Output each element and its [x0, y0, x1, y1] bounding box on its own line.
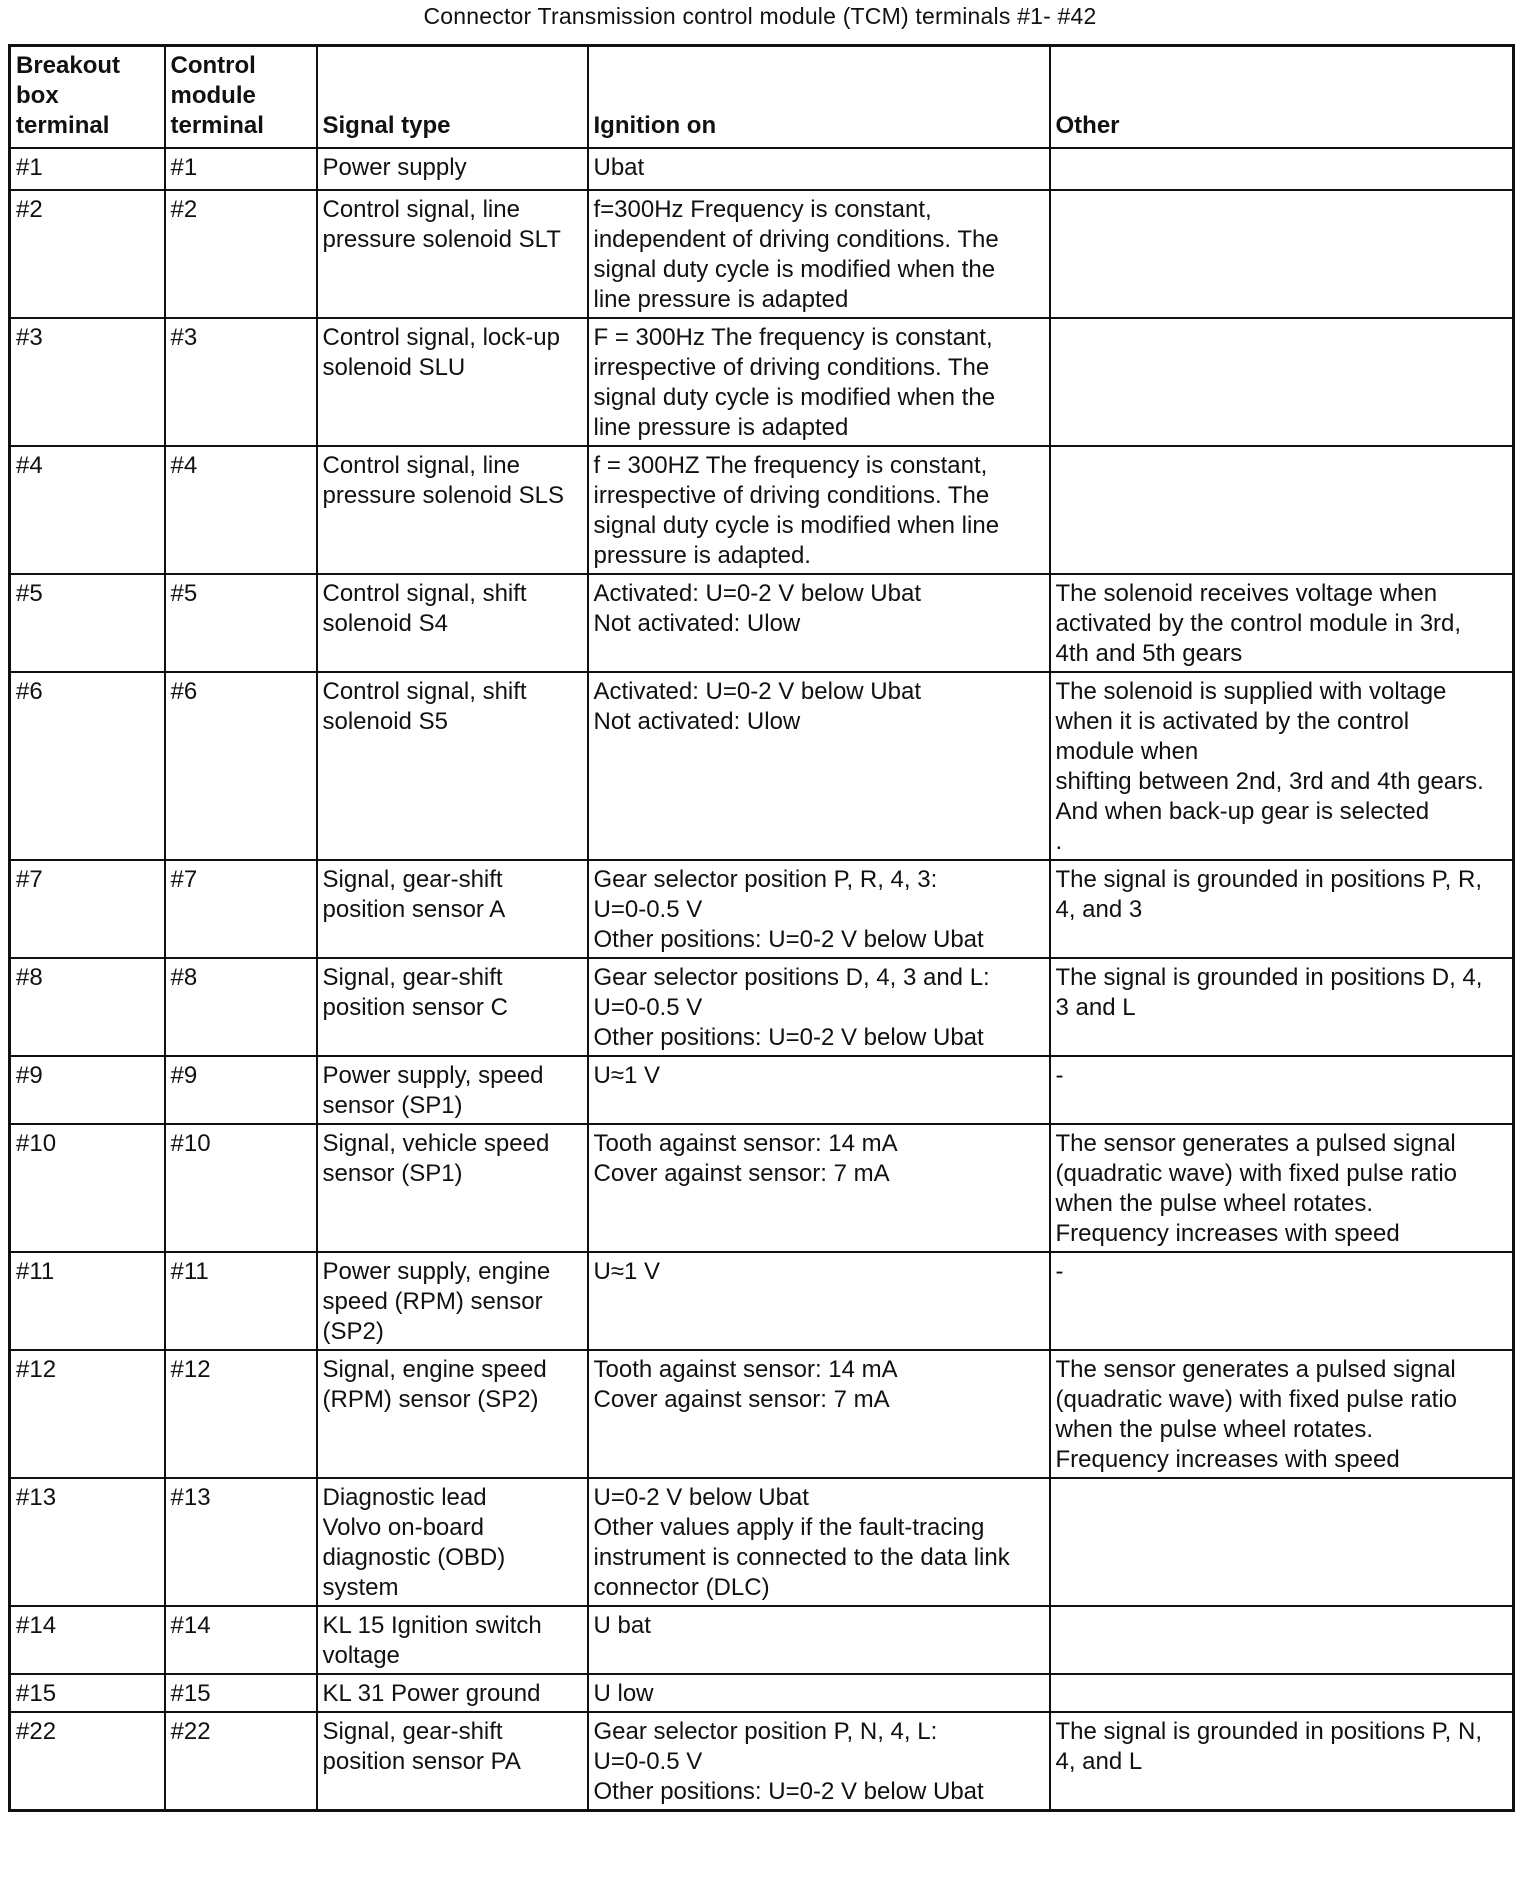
- cell-line: solenoid S4: [322, 610, 448, 637]
- cell-line: Power supply, engine: [322, 1258, 551, 1285]
- signal-type-cell: [317, 1478, 588, 1606]
- other-cell: [1050, 318, 1514, 446]
- signal-type-cell: [317, 672, 588, 860]
- cell-line: position sensor PA: [322, 1748, 521, 1775]
- ignition-on-cell: [588, 1124, 1050, 1252]
- table-row: [10, 1606, 1514, 1674]
- other-cell: [1050, 574, 1514, 672]
- cell-line: pressure solenoid SLS: [322, 482, 564, 509]
- cell-line: Cover against sensor: 7 mA: [593, 1160, 890, 1187]
- cell-line: Signal, gear-shift: [322, 1718, 503, 1745]
- cell-line: Tooth against sensor: 14 mA: [593, 1356, 898, 1383]
- cell-line: .: [1055, 828, 1063, 855]
- cell-line: sensor (SP1): [322, 1092, 463, 1119]
- control-module-terminal-cell: #1: [165, 148, 317, 190]
- ignition-on-cell: [588, 672, 1050, 860]
- signal-type-cell: [317, 1674, 588, 1712]
- cell-line: Other positions: U=0-2 V below Ubat: [593, 1778, 984, 1805]
- control-module-terminal-cell: #2: [165, 190, 317, 318]
- table-body: [10, 148, 1514, 1811]
- ignition-on-cell: [588, 1674, 1050, 1712]
- cell-line: (SP2): [322, 1318, 384, 1345]
- cell-line: U≈1 V: [593, 1258, 661, 1285]
- breakout-terminal-cell: #8: [10, 958, 165, 1056]
- cell-line: signal duty cycle is modified when line: [593, 512, 1000, 539]
- ignition-on-cell: [588, 1478, 1050, 1606]
- cell-line: Control signal, lock-up: [322, 324, 560, 351]
- cell-line: KL 31 Power ground: [322, 1680, 541, 1707]
- signal-type-cell: [317, 1350, 588, 1478]
- ignition-on-cell: [588, 1252, 1050, 1350]
- cell-line: position sensor C: [322, 994, 508, 1021]
- page-title: Connector Transmission control module (TCM) terminals #1- #42: [423, 3, 1097, 29]
- control-module-terminal-cell: #10: [165, 1124, 317, 1252]
- cell-line: Power supply: [322, 154, 467, 181]
- table-row: [10, 958, 1514, 1056]
- table-row: [10, 148, 1514, 190]
- control-module-terminal-cell: #13: [165, 1478, 317, 1606]
- ignition-on-cell: [588, 958, 1050, 1056]
- other-cell: [1050, 148, 1514, 190]
- cell-line: (quadratic wave) with fixed pulse ratio: [1055, 1160, 1458, 1187]
- control-module-terminal-cell: #6: [165, 672, 317, 860]
- cell-line: f = 300HZ The frequency is constant,: [593, 452, 988, 479]
- table-row: [10, 574, 1514, 672]
- cell-line: Activated: U=0-2 V below Ubat: [593, 678, 922, 705]
- cell-line: pressure is adapted.: [593, 542, 811, 569]
- table-header-row: [10, 46, 1514, 149]
- cell-line: position sensor A: [322, 896, 506, 923]
- cell-line: 4, and 3: [1055, 896, 1143, 923]
- ignition-on-cell: [588, 574, 1050, 672]
- cell-line: Control signal, shift: [322, 580, 527, 607]
- cell-line: sensor (SP1): [322, 1160, 463, 1187]
- control-module-terminal-cell: #5: [165, 574, 317, 672]
- control-module-terminal-cell: #8: [165, 958, 317, 1056]
- cell-line: Diagnostic lead: [322, 1484, 487, 1511]
- signal-type-cell: [317, 1712, 588, 1811]
- cell-line: The sensor generates a pulsed signal: [1055, 1356, 1456, 1383]
- cell-line: The solenoid receives voltage when: [1055, 580, 1438, 607]
- breakout-terminal-cell: #5: [10, 574, 165, 672]
- breakout-terminal-cell: #3: [10, 318, 165, 446]
- cell-line: U bat: [593, 1612, 651, 1639]
- cell-line: Volvo on-board: [322, 1514, 484, 1541]
- control-module-terminal-cell: #7: [165, 860, 317, 958]
- col-header-other: Other: [1050, 46, 1514, 149]
- other-cell: [1050, 860, 1514, 958]
- col-header-breakout-terminal: Breakout box terminal: [10, 46, 165, 149]
- cell-line: independent of driving conditions. The: [593, 226, 999, 253]
- control-module-terminal-cell: #3: [165, 318, 317, 446]
- cell-line: Activated: U=0-2 V below Ubat: [593, 580, 922, 607]
- table-row: [10, 446, 1514, 574]
- cell-line: activated by the control module in 3rd,: [1055, 610, 1462, 637]
- cell-line: when the pulse wheel rotates.: [1055, 1416, 1374, 1443]
- cell-line: Control signal, shift: [322, 678, 527, 705]
- cell-line: Frequency increases with speed: [1055, 1446, 1400, 1473]
- signal-type-cell: [317, 1056, 588, 1124]
- breakout-terminal-cell: #2: [10, 190, 165, 318]
- breakout-terminal-cell: #4: [10, 446, 165, 574]
- cell-line: signal duty cycle is modified when the: [593, 384, 996, 411]
- control-module-terminal-cell: #15: [165, 1674, 317, 1712]
- cell-line: Ubat: [593, 154, 645, 181]
- cell-line: solenoid S5: [322, 708, 448, 735]
- signal-type-cell: [317, 1606, 588, 1674]
- ignition-on-cell: [588, 1712, 1050, 1811]
- cell-line: diagnostic (OBD): [322, 1544, 506, 1571]
- cell-line: U=0-0.5 V: [593, 994, 703, 1021]
- cell-line: The solenoid is supplied with voltage: [1055, 678, 1447, 705]
- cell-line: U low: [593, 1680, 654, 1707]
- breakout-terminal-cell: #22: [10, 1712, 165, 1811]
- control-module-terminal-cell: #12: [165, 1350, 317, 1478]
- cell-line: Signal, vehicle speed: [322, 1130, 550, 1157]
- cell-line: 4th and 5th gears: [1055, 640, 1243, 667]
- control-module-terminal-cell: #11: [165, 1252, 317, 1350]
- cell-line: 4, and L: [1055, 1748, 1143, 1775]
- cell-line: Not activated: Ulow: [593, 708, 801, 735]
- cell-line: when it is activated by the control: [1055, 708, 1410, 735]
- cell-line: speed (RPM) sensor: [322, 1288, 543, 1315]
- signal-type-cell: [317, 446, 588, 574]
- cell-line: (RPM) sensor (SP2): [322, 1386, 539, 1413]
- table-row: [10, 672, 1514, 860]
- cell-line: Frequency increases with speed: [1055, 1220, 1400, 1247]
- ignition-on-cell: [588, 860, 1050, 958]
- other-cell: [1050, 1056, 1514, 1124]
- ignition-on-cell: [588, 190, 1050, 318]
- ignition-on-cell: [588, 318, 1050, 446]
- other-cell: [1050, 1252, 1514, 1350]
- cell-line: line pressure is adapted: [593, 286, 849, 313]
- ignition-on-cell: [588, 1056, 1050, 1124]
- cell-line: line pressure is adapted: [593, 414, 849, 441]
- cell-line: KL 15 Ignition switch: [322, 1612, 542, 1639]
- cell-line: Signal, engine speed: [322, 1356, 547, 1383]
- cell-line: Other values apply if the fault-tracing: [593, 1514, 985, 1541]
- signal-type-cell: [317, 958, 588, 1056]
- table-row: [10, 1350, 1514, 1478]
- table-row: [10, 318, 1514, 446]
- breakout-terminal-cell: #12: [10, 1350, 165, 1478]
- other-cell: [1050, 1606, 1514, 1674]
- table-row: [10, 1712, 1514, 1811]
- cell-line: Cover against sensor: 7 mA: [593, 1386, 890, 1413]
- cell-line: F = 300Hz The frequency is constant,: [593, 324, 993, 351]
- other-cell: [1050, 1124, 1514, 1252]
- table-row: [10, 1674, 1514, 1712]
- control-module-terminal-cell: #14: [165, 1606, 317, 1674]
- breakout-terminal-cell: #6: [10, 672, 165, 860]
- cell-line: connector (DLC): [593, 1574, 770, 1601]
- table-row: [10, 860, 1514, 958]
- signal-type-cell: [317, 574, 588, 672]
- cell-line: Other positions: U=0-2 V below Ubat: [593, 1024, 984, 1051]
- cell-line: Not activated: Ulow: [593, 610, 801, 637]
- ignition-on-cell: [588, 1350, 1050, 1478]
- signal-type-cell: [317, 1252, 588, 1350]
- cell-line: Gear selector positions D, 4, 3 and L:: [593, 964, 990, 991]
- control-module-terminal-cell: #4: [165, 446, 317, 574]
- cell-line: U=0-2 V below Ubat: [593, 1484, 809, 1511]
- table-row: [10, 1252, 1514, 1350]
- cell-line: signal duty cycle is modified when the: [593, 256, 996, 283]
- col-header-ignition-on: Ignition on: [588, 46, 1050, 149]
- cell-line: The signal is grounded in positions P, R,: [1055, 866, 1482, 893]
- other-cell: [1050, 446, 1514, 574]
- cell-line: (quadratic wave) with fixed pulse ratio: [1055, 1386, 1458, 1413]
- ignition-on-cell: [588, 148, 1050, 190]
- table-row: [10, 1478, 1514, 1606]
- cell-line: U≈1 V: [593, 1062, 661, 1089]
- cell-line: instrument is connected to the data link: [593, 1544, 1010, 1571]
- cell-line: U=0-0.5 V: [593, 896, 703, 923]
- control-module-terminal-cell: #22: [165, 1712, 317, 1811]
- cell-line: -: [1055, 1062, 1064, 1089]
- cell-line: The signal is grounded in positions D, 4,: [1055, 964, 1483, 991]
- table-row: [10, 190, 1514, 318]
- cell-line: Power supply, speed: [322, 1062, 544, 1089]
- ignition-on-cell: [588, 1606, 1050, 1674]
- cell-line: Control signal, line: [322, 452, 520, 479]
- cell-line: Tooth against sensor: 14 mA: [593, 1130, 898, 1157]
- cell-line: pressure solenoid SLT: [322, 226, 561, 253]
- cell-line: Signal, gear-shift: [322, 964, 503, 991]
- cell-line: irrespective of driving conditions. The: [593, 482, 990, 509]
- cell-line: Gear selector position P, R, 4, 3:: [593, 866, 938, 893]
- cell-line: module when: [1055, 738, 1199, 765]
- cell-line: when the pulse wheel rotates.: [1055, 1190, 1374, 1217]
- breakout-terminal-cell: #7: [10, 860, 165, 958]
- table-row: [10, 1056, 1514, 1124]
- signal-type-cell: [317, 860, 588, 958]
- signal-type-cell: [317, 1124, 588, 1252]
- cell-line: And when back-up gear is selected: [1055, 798, 1430, 825]
- breakout-terminal-cell: #1: [10, 148, 165, 190]
- cell-line: Other positions: U=0-2 V below Ubat: [593, 926, 984, 953]
- cell-line: 3 and L: [1055, 994, 1136, 1021]
- breakout-terminal-cell: #11: [10, 1252, 165, 1350]
- cell-line: system: [322, 1574, 399, 1601]
- signal-type-cell: [317, 190, 588, 318]
- cell-line: f=300Hz Frequency is constant,: [593, 196, 932, 223]
- cell-line: U=0-0.5 V: [593, 1748, 703, 1775]
- signal-type-cell: [317, 148, 588, 190]
- ignition-on-cell: [588, 446, 1050, 574]
- other-cell: [1050, 672, 1514, 860]
- cell-line: solenoid SLU: [322, 354, 466, 381]
- cell-line: The sensor generates a pulsed signal: [1055, 1130, 1456, 1157]
- other-cell: [1050, 1478, 1514, 1606]
- control-module-terminal-cell: #9: [165, 1056, 317, 1124]
- cell-line: Gear selector position P, N, 4, L:: [593, 1718, 938, 1745]
- other-cell: [1050, 1712, 1514, 1811]
- terminal-table: [8, 44, 1515, 1812]
- cell-line: -: [1055, 1258, 1064, 1285]
- other-cell: [1050, 1674, 1514, 1712]
- col-header-signal-type: Signal type: [317, 46, 588, 149]
- cell-line: The signal is grounded in positions P, N,: [1055, 1718, 1482, 1745]
- breakout-terminal-cell: #14: [10, 1606, 165, 1674]
- breakout-terminal-cell: #10: [10, 1124, 165, 1252]
- other-cell: [1050, 1350, 1514, 1478]
- breakout-terminal-cell: #9: [10, 1056, 165, 1124]
- breakout-terminal-cell: #15: [10, 1674, 165, 1712]
- table-row: [10, 1124, 1514, 1252]
- col-header-control-module-terminal: Control module terminal: [165, 46, 317, 149]
- other-cell: [1050, 958, 1514, 1056]
- cell-line: Control signal, line: [322, 196, 520, 223]
- cell-line: voltage: [322, 1642, 400, 1669]
- signal-type-cell: [317, 318, 588, 446]
- breakout-terminal-cell: #13: [10, 1478, 165, 1606]
- cell-line: shifting between 2nd, 3rd and 4th gears.: [1055, 768, 1484, 795]
- cell-line: irrespective of driving conditions. The: [593, 354, 990, 381]
- cell-line: Signal, gear-shift: [322, 866, 503, 893]
- other-cell: [1050, 190, 1514, 318]
